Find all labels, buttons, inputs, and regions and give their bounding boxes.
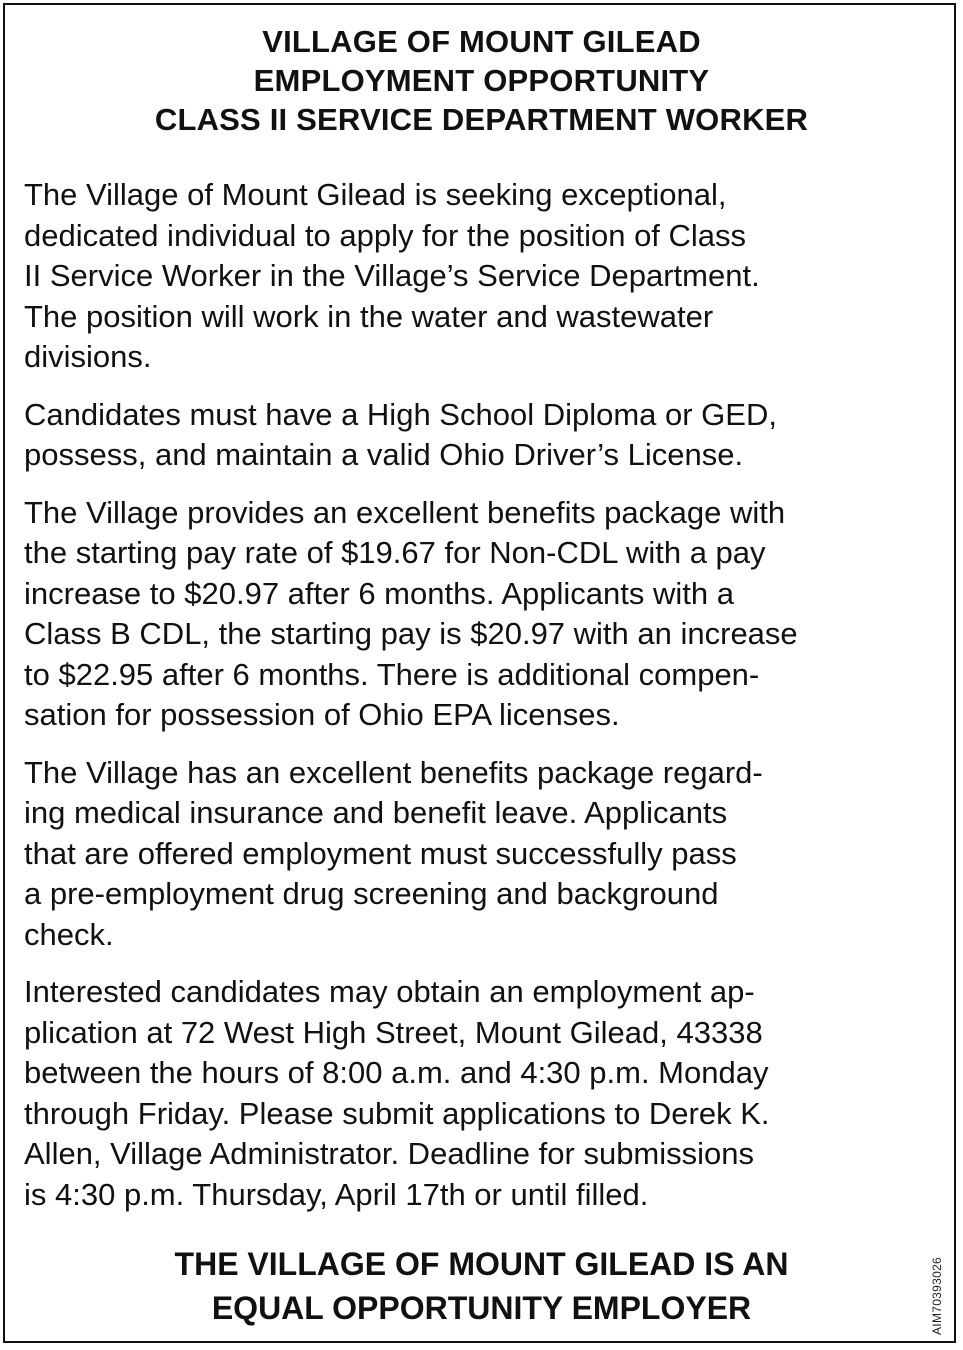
text-line: possess, and maintain a valid Ohio Driver’s License.: [24, 437, 744, 472]
text-line: increase to $20.97 after 6 months. Applicants with a: [24, 575, 734, 611]
paragraph-application: [24, 972, 939, 1215]
ad-footer: [0, 1242, 963, 1330]
text-line: ing medical insurance and benefit leave. Applicants: [24, 795, 728, 830]
text-line: The position will work in the water and wastewater: [24, 298, 714, 334]
text-line: to $22.95 after 6 months. There is additional compen-: [24, 656, 760, 692]
text-line: The Village has an excellent benefits package regard-: [24, 754, 763, 790]
text-line: dedicated individual to apply for the position of Class: [24, 217, 747, 253]
paragraph-benefits: [24, 753, 939, 956]
paragraph-pay: [24, 493, 939, 736]
header-line-2: EMPLOYMENT OPPORTUNITY: [253, 63, 710, 98]
text-line: Candidates must have a High School Diploma or GED,: [24, 396, 777, 432]
paragraph-intro: [24, 175, 939, 378]
text-line: The Village provides an excellent benefits package with: [24, 494, 786, 530]
header-line-3: CLASS II SERVICE DEPARTMENT WORKER: [154, 102, 809, 137]
text-line: that are offered employment must successfully pass: [24, 835, 737, 871]
text-line: The Village of Mount Gilead is seeking exceptional,: [24, 177, 727, 212]
text-line: Class B CDL, the starting pay is $20.97 with an increase: [24, 616, 798, 651]
footer-line-2: EQUAL OPPORTUNITY EMPLOYER: [211, 1290, 752, 1326]
footer-line-1: THE VILLAGE OF MOUNT GILEAD IS AN: [174, 1246, 789, 1282]
text-line: the starting pay rate of $19.67 for Non-CDL with a pay: [24, 535, 766, 570]
ad-header: [0, 22, 963, 139]
text-line: a pre-employment drug screening and background: [24, 876, 719, 911]
text-line: is 4:30 p.m. Thursday, April 17th or until filled.: [24, 1176, 649, 1212]
ad-body: [24, 175, 939, 1232]
text-line: Interested candidates may obtain an employment ap-: [24, 974, 755, 1009]
paragraph-requirements: [24, 395, 939, 476]
text-line: divisions.: [24, 339, 152, 374]
text-line: check.: [24, 916, 114, 952]
text-line: plication at 72 West High Street, Mount Gilead, 43338: [24, 1014, 763, 1050]
text-line: through Friday. Please submit applications to Derek K.: [24, 1095, 770, 1131]
ad-id-code: AIM70393026: [930, 1256, 944, 1335]
header-line-1: VILLAGE OF MOUNT GILEAD: [262, 24, 701, 59]
text-line: sation for possession of Ohio EPA licenses.: [24, 697, 620, 732]
text-line: Allen, Village Administrator. Deadline for submissions: [24, 1136, 755, 1171]
text-line: II Service Worker in the Village’s Service Department.: [24, 258, 760, 293]
text-line: between the hours of 8:00 a.m. and 4:30 p.m. Monday: [24, 1055, 769, 1090]
